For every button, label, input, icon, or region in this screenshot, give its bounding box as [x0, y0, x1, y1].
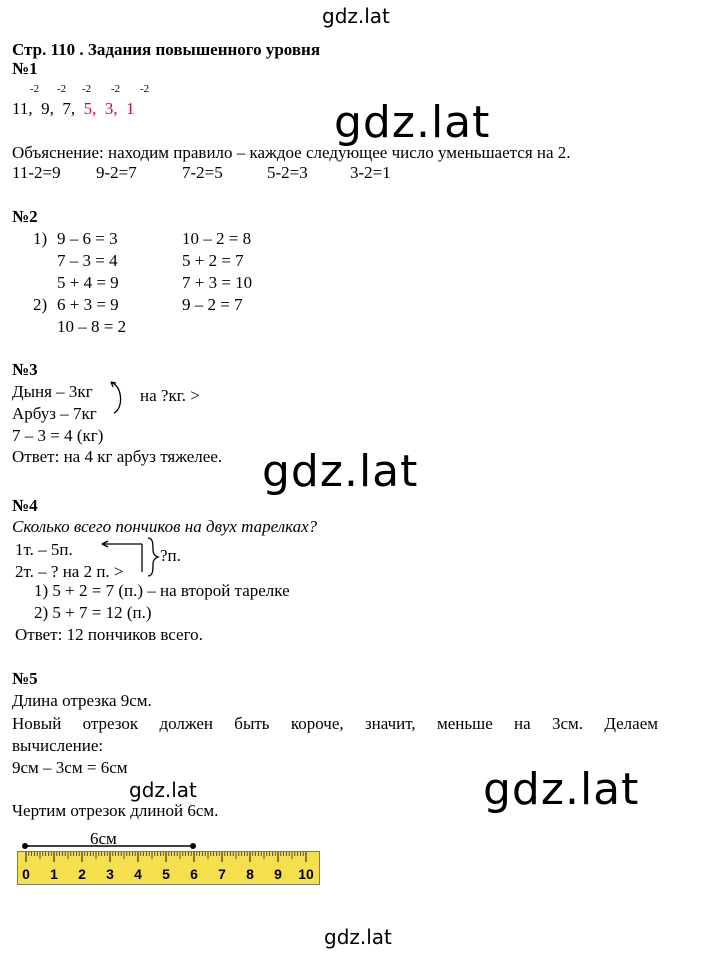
task2-right: 5 + 2 = 7	[182, 251, 244, 270]
ruler	[17, 851, 320, 885]
task3-line2: Арбуз – 7кг	[12, 404, 97, 423]
watermark-top: gdz.lat	[322, 4, 390, 28]
task5-calc: 9см – 3см = 6см	[12, 758, 128, 777]
task1-answer: 1	[126, 99, 135, 118]
task3-answer: Ответ: на 4 кг арбуз тяжелее.	[12, 447, 223, 466]
ruler-number: 1	[50, 866, 58, 882]
task5-label: №5	[12, 669, 38, 688]
task2-label: №2	[12, 207, 38, 226]
ruler-number: 9	[274, 866, 282, 882]
ruler-number: 5	[162, 866, 170, 882]
task3-calc: 7 – 3 = 4 (кг)	[12, 426, 104, 445]
task4-question: Сколько всего пончиков на двух тарелках?	[12, 517, 318, 536]
task3-bracket-arrow-icon	[108, 380, 130, 416]
watermark-big-1: gdz.lat	[334, 97, 491, 148]
task1-label: №1	[12, 59, 38, 78]
task1-answer: 5,	[83, 99, 97, 118]
task1-calc: 5-2=3	[267, 163, 308, 182]
task2-left: 9 – 6 = 3	[57, 229, 118, 248]
task1-sequence	[12, 99, 135, 119]
watermark-big-2: gdz.lat	[262, 446, 419, 497]
watermark-big-3: gdz.lat	[483, 764, 640, 815]
task4-label: №4	[12, 496, 38, 515]
task4-line1: 1т. – 5п.	[15, 540, 73, 559]
task2-left: 5 + 4 = 9	[57, 273, 119, 292]
task1-given: 7,	[62, 99, 76, 118]
segment-label: 6см	[90, 829, 117, 848]
task3-line1: Дыня – 3кг	[12, 382, 93, 401]
task2-right: 10 – 2 = 8	[182, 229, 252, 248]
task1-given: 11,	[12, 99, 33, 118]
ruler-number: 8	[246, 866, 254, 882]
task5-line2: Новый отрезок должен быть короче, значит, меньше на 3см. Делаем	[12, 714, 658, 733]
task2-left: 10 – 8 = 2	[57, 317, 127, 336]
task1-step: -2	[140, 83, 150, 95]
task2-right: 9 – 2 = 7	[182, 295, 243, 314]
task1-calc: 3-2=1	[350, 163, 391, 182]
task3-compare: на ?кг. >	[140, 386, 200, 405]
task4-total: ?п.	[160, 546, 181, 565]
task1-answer: 3,	[104, 99, 118, 118]
watermark-bottom: gdz.lat	[324, 925, 392, 949]
task1-explanation: Объяснение: находим правило – каждое следующее число уменьшается на 2.	[12, 143, 571, 162]
task1-step: -2	[82, 83, 92, 95]
ruler-number: 4	[134, 866, 142, 882]
task1-given: 9,	[41, 99, 54, 118]
task4-answer: Ответ: 12 пончиков всего.	[15, 625, 203, 644]
page-title: Стр. 110 . Задания повышенного уровня	[12, 40, 321, 59]
task4-relation-arrow-icon	[96, 536, 162, 578]
task4-step2: 2) 5 + 7 = 12 (п.)	[34, 603, 152, 622]
task5-draw-instruction: Чертим отрезок длиной 6см.	[12, 801, 219, 820]
ruler-number: 7	[218, 866, 226, 882]
ruler-number: 6	[190, 866, 198, 882]
ruler-number: 2	[78, 866, 86, 882]
task1-calc: 9-2=7	[96, 163, 137, 182]
task2-left: 7 – 3 = 4	[57, 251, 118, 270]
ruler-number: 10	[298, 866, 314, 882]
task1-calc: 7-2=5	[182, 163, 223, 182]
watermark-small: gdz.lat	[129, 778, 197, 802]
ruler-number: 0	[22, 866, 30, 882]
task1-calc: 11-2=9	[12, 163, 61, 182]
ruler-ticks	[18, 852, 321, 886]
task2-left: 6 + 3 = 9	[57, 295, 119, 314]
task5-line1: Длина отрезка 9см.	[12, 691, 152, 710]
task3-label: №3	[12, 360, 38, 379]
task1-step: -2	[111, 83, 121, 95]
task1-step: -2	[30, 83, 40, 95]
task2-part1-label: 1)	[33, 229, 48, 248]
task1-step: -2	[57, 83, 67, 95]
task5-line3: вычисление:	[12, 736, 104, 755]
task4-step1: 1) 5 + 2 = 7 (п.) – на второй тарелке	[34, 581, 290, 600]
task4-line2: 2т. – ? на 2 п. >	[15, 562, 124, 581]
task2-right: 7 + 3 = 10	[182, 273, 253, 292]
ruler-number: 3	[106, 866, 114, 882]
task2-part2-label: 2)	[33, 295, 48, 314]
